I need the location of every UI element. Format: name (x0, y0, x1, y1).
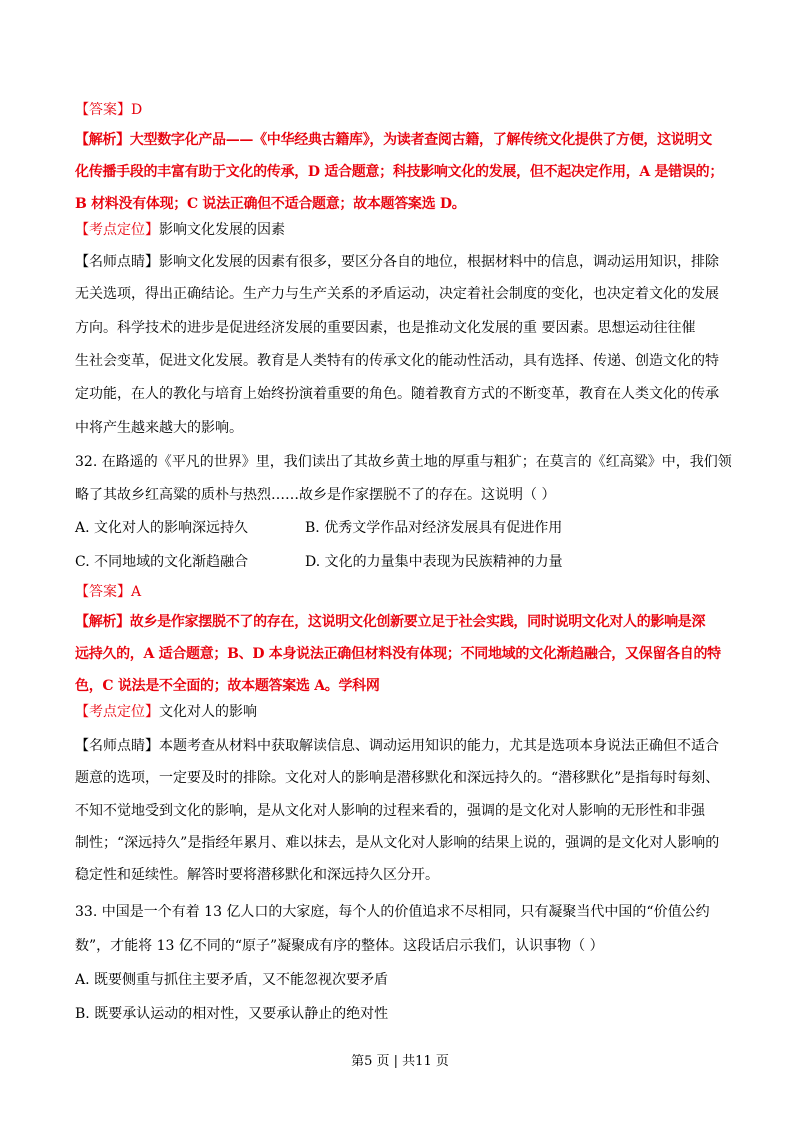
kaodian-tag: 【考点定位】 (75, 704, 159, 720)
answer-value: A (131, 584, 142, 600)
q31-analysis-line: 【解析】大型数字化产品——《中华经典古籍库》，为读者查阅古籍，了解传统文化提供了方便，这说明文 (75, 132, 712, 148)
q32-option-a: A. 文化对人的影响深远持久 (75, 520, 249, 536)
answer-tag: 【答案】 (75, 102, 131, 118)
q33-stem-line: 数”，才能将 13 亿不同的“原子”凝聚成有序的整体。这段话启示我们，认识事物（ ） (75, 938, 604, 954)
q32-kaodian (75, 702, 257, 722)
q32-analysis-line: 色，C 说法是不全面的；故本题答案选 A。学科网 (75, 678, 380, 694)
q31-dianjing-line: 定功能，在人的教化与培育上始终扮演着重要的角色。随着教育方式的不断变革，教育在人类文化的传承 (75, 386, 719, 402)
q32-answer (75, 582, 141, 602)
q33-option-a: A. 既要侧重与抓住主要矛盾，又不能忽视次要矛盾 (75, 972, 389, 988)
q32-option-b: B. 优秀文学作品对经济发展具有促进作用 (305, 520, 563, 536)
q32-stem-line: 32. 在路遥的《平凡的世界》里，我们读出了其故乡黄土地的厚重与粗犷；在莫言的《红高粱》中，我们领 (75, 454, 732, 470)
q31-dianjing-line: 生社会变革，促进文化发展。教育是人类特有的传承文化的能动性活动，具有选择、传递、创造文化的特 (75, 353, 719, 369)
q32-dianjing-line: 稳定性和延续性。解答时要将潜移默化和深远持久区分开。 (75, 867, 439, 883)
q31-dianjing-line: 方向。科学技术的进步是促进经济发展的重要因素，也是推动文化发展的重 要因素。思想运动往往催 (75, 320, 696, 336)
kaodian-text: 文化对人的影响 (159, 704, 257, 720)
kaodian-tag: 【考点定位】 (75, 222, 159, 238)
q32-analysis-line: 远持久的，A 适合题意；B、D 本身说法正确但材料没有体现；不同地域的文化渐趋融合，又保留各自的特 (75, 646, 721, 662)
q31-dianjing-line: 无关选项，得出正确结论。生产力与生产关系的矛盾运动，决定着社会制度的变化，也决定着文化的发展 (75, 286, 719, 302)
q31-dianjing-line: 中将产生越来越大的影响。 (75, 420, 243, 436)
q32-option-c: C. 不同地域的文化渐趋融合 (75, 554, 249, 570)
q31-analysis-line: B 材料没有体现；C 说法正确但不适合题意；故本题答案选 D。 (75, 196, 466, 212)
answer-tag: 【答案】 (75, 584, 131, 600)
q31-answer (75, 100, 142, 120)
q33-stem-line: 33. 中国是一个有着 13 亿人口的大家庭，每个人的价值追求不尽相同，只有凝聚当代中国的“价值公约 (75, 904, 710, 920)
dianjing-text: 【名师点睛】影响文化发展的因素有很多，要区分各自的地位，根据材料中的信息，调动运用知识，排除 (75, 254, 719, 270)
q31-analysis-line: 化传播手段的丰富有助于文化的传承，D 适合题意；科技影响文化的发展，但不起决定作用，A 是错误的； (75, 164, 724, 180)
q32-stem-line: 略了其故乡红高粱的质朴与热烈……故乡是作家摆脱不了的存在。这说明（ ） (75, 487, 556, 503)
page-footer: 第5 页 | 共11 页 (351, 1054, 449, 1069)
kaodian-text: 影响文化发展的因素 (159, 222, 285, 238)
q32-analysis-line: 【解析】故乡是作家摆脱不了的存在，这说明文化创新要立足于社会实践，同时说明文化对人的影响是深 (75, 614, 706, 630)
q32-dianjing-line: 制性；“深远持久”是指经年累月、难以抹去，是从文化对人影响的结果上说的，强调的是文化对人影响的 (75, 835, 720, 851)
q32-dianjing-line: 不知不觉地受到文化的影响，是从文化对人影响的过程来看的，强调的是文化对人影响的无形性和非强 (75, 803, 705, 819)
q32-dianjing-line: 【名师点睛】本题考查从材料中获取解读信息、调动运用知识的能力，尤其是选项本身说法正确但不适合 (75, 738, 719, 754)
q31-dianjing-line-0 (75, 252, 719, 272)
answer-value: D (131, 102, 143, 118)
q32-dianjing-line: 题意的选项，一定要及时的排除。文化对人的影响是潜移默化和深远持久的。“潜移默化”是指每时每刻、 (75, 770, 720, 786)
q33-option-b: B. 既要承认运动的相对性，又要承认静止的绝对性 (75, 1006, 389, 1022)
q31-kaodian (75, 220, 285, 240)
q32-option-d: D. 文化的力量集中表现为民族精神的力量 (305, 554, 563, 570)
